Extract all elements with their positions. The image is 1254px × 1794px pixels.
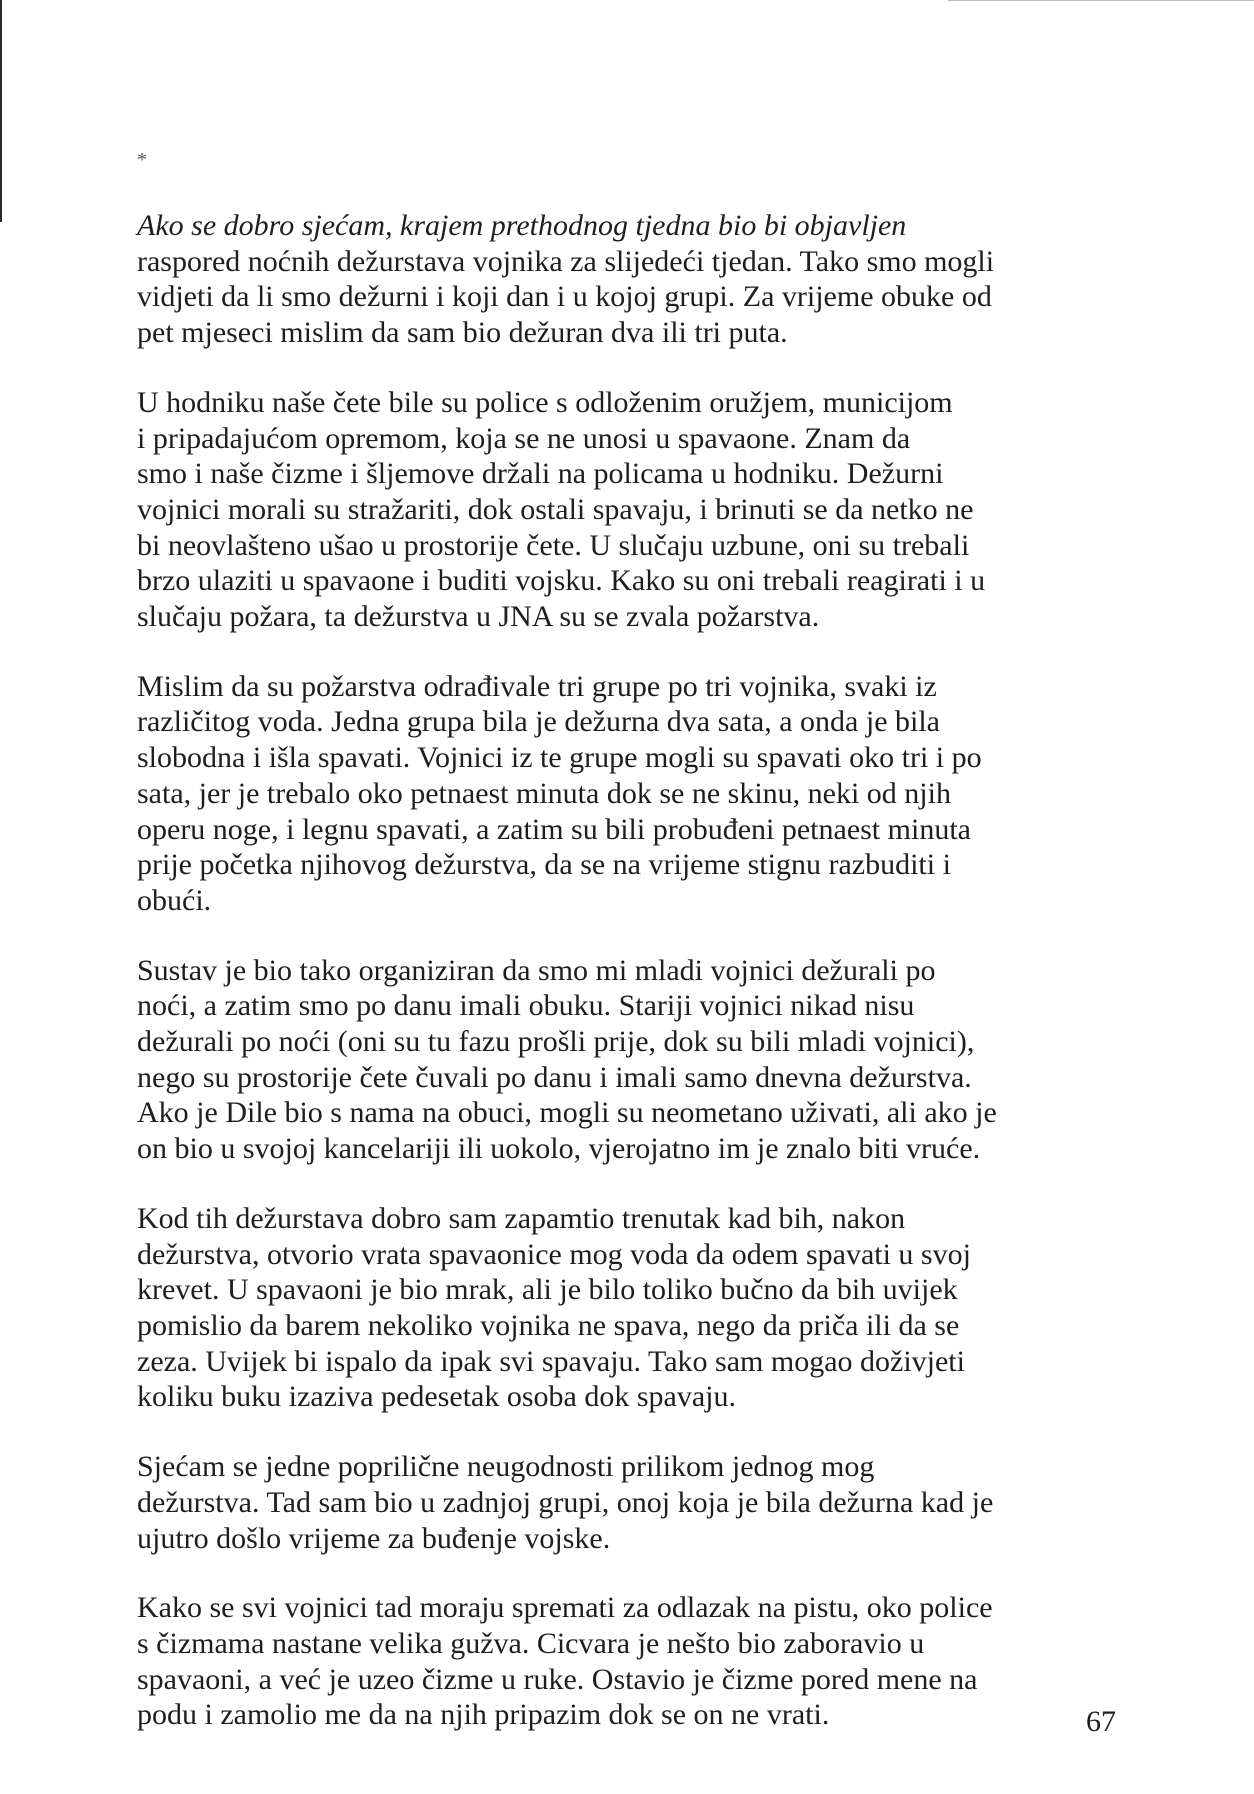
text-line: sata, jer je trebalo oko petnaest minuta dok se ne skinu, neki od njih — [137, 776, 951, 810]
text-line: dežurali po noći (oni su tu fazu prošli prije, dok su bili mladi vojnici), — [137, 1025, 975, 1059]
text-line: Sustav je bio tako organiziran da smo mi mladi vojnici dežurali po — [137, 953, 936, 987]
text-line: nego su prostorije čete čuvali po danu i imali samo dnevna dežurstva. — [137, 1060, 972, 1094]
text-line: Kako se svi vojnici tad moraju spremati za odlazak na pistu, oko police — [137, 1591, 993, 1625]
text-line: dežurstva, otvorio vrata spavaonice mog voda da odem spavati u svoj — [137, 1237, 971, 1271]
text-line: bi neovlašteno ušao u prostorije čete. U slučaju uzbune, oni su trebali — [137, 528, 970, 562]
text-line: Mislim da su požarstva odrađivale tri grupe po tri vojnika, svaki iz — [137, 669, 937, 703]
paragraph-6 — [137, 1449, 1129, 1556]
text-line: Ako se dobro sjećam, krajem prethodnog tjedna bio bi objavljen — [137, 209, 907, 242]
paragraph-1 — [137, 208, 1129, 351]
page-number: 67 — [1086, 1705, 1116, 1738]
text-line: Sjećam se jedne popriličnе neugodnosti prilikom jednog mog — [137, 1450, 875, 1484]
text-line: podu i zamolio me da na njih pripazim dok se on ne vrati. — [137, 1698, 830, 1732]
text-line: noći, a zatim smo po danu imali obuku. Stariji vojnici nikad nisu — [137, 989, 915, 1023]
text-line: pet mjeseci mislim da sam bio dežuran dva ili tri puta. — [137, 316, 788, 350]
section-asterisk: * — [137, 149, 147, 171]
text-line: Kod tih dežurstava dobro sam zapamtio trenutak kad bih, nakon — [137, 1201, 906, 1235]
text-line: on bio u svojoj kancelariji ili uokolo, vjerojatno im je znalo biti vruće. — [137, 1132, 981, 1166]
text-line: operu noge, i legnu spavati, a zatim su bili probuđeni petnaest minuta — [137, 812, 971, 846]
paragraph-4 — [137, 953, 1129, 1167]
paragraph-3 — [137, 669, 1129, 919]
text-line: s čizmama nastane velika gužva. Cicvara je nešto bio zaboravio u — [137, 1626, 925, 1660]
text-line: U hodniku naše čete bile su police s odloženim oružjem, municijom — [137, 385, 953, 419]
page-edge-left — [0, 0, 2, 222]
text-line: različitog voda. Jedna grupa bila je dežurna dva sata, a onda je bila — [137, 705, 940, 739]
text-line: slučaju požara, ta dežurstva u JNA su se zvala požarstva. — [137, 600, 820, 634]
paragraph-2 — [137, 385, 1129, 635]
text-line: Ako je Dile bio s nama na obuci, mogli su neometano uživati, ali ako je — [137, 1096, 997, 1130]
text-line: raspored noćnih dežurstava vojnika za slijedeći tjedan. Tako smo mogli — [137, 244, 995, 278]
text-line: pomislio da barem nekoliko vojnika ne spava, nego da priča ili da se — [137, 1308, 960, 1342]
text-line: zeza. Uvijek bi ispalo da ipak svi spavaju. Tako sam mogao doživjeti — [137, 1344, 965, 1378]
text-line: i pripadajućom opremom, koja se ne unosi u spavaone. Znam da — [137, 421, 911, 455]
body-text — [137, 208, 1129, 1767]
text-line: obući. — [137, 883, 212, 917]
text-line: smo i naše čizme i šljemove držali na policama u hodniku. Dežurni — [137, 457, 944, 491]
text-line: krevet. U spavaoni je bio mrak, ali je bilo toliko bučno da bih uvijek — [137, 1273, 958, 1307]
text-line: vojnici morali su stražariti, dok ostali spavaju, i brinuti se da netko ne — [137, 492, 974, 526]
paragraph-7 — [137, 1590, 1129, 1733]
text-line: ujutro došlo vrijeme za buđenje vojske. — [137, 1521, 611, 1555]
text-line: dežurstva. Tad sam bio u zadnjoj grupi, onoj koja je bila dežurna kad je — [137, 1485, 994, 1519]
text-line: brzo ulaziti u spavaone i buditi vojsku. Kako su oni trebali reagirati i u — [137, 564, 986, 598]
text-line: spavaoni, a već je uzeo čizme u ruke. Ostavio je čizme pored mene na — [137, 1662, 978, 1696]
text-line: vidjeti da li smo dežurni i koji dan i u kojoj grupi. Za vrijeme obuke od — [137, 280, 992, 314]
text-line: prije početka njihovog dežurstva, da se na vrijeme stignu razbuditi i — [137, 848, 951, 882]
text-line: koliku buku izaziva pedesetak osoba dok spavaju. — [137, 1380, 737, 1414]
text-line: slobodna i išla spavati. Vojnici iz te grupe mogli su spavati oko tri i po — [137, 741, 982, 775]
paragraph-5 — [137, 1201, 1129, 1415]
page-edge-top — [948, 0, 1254, 1]
